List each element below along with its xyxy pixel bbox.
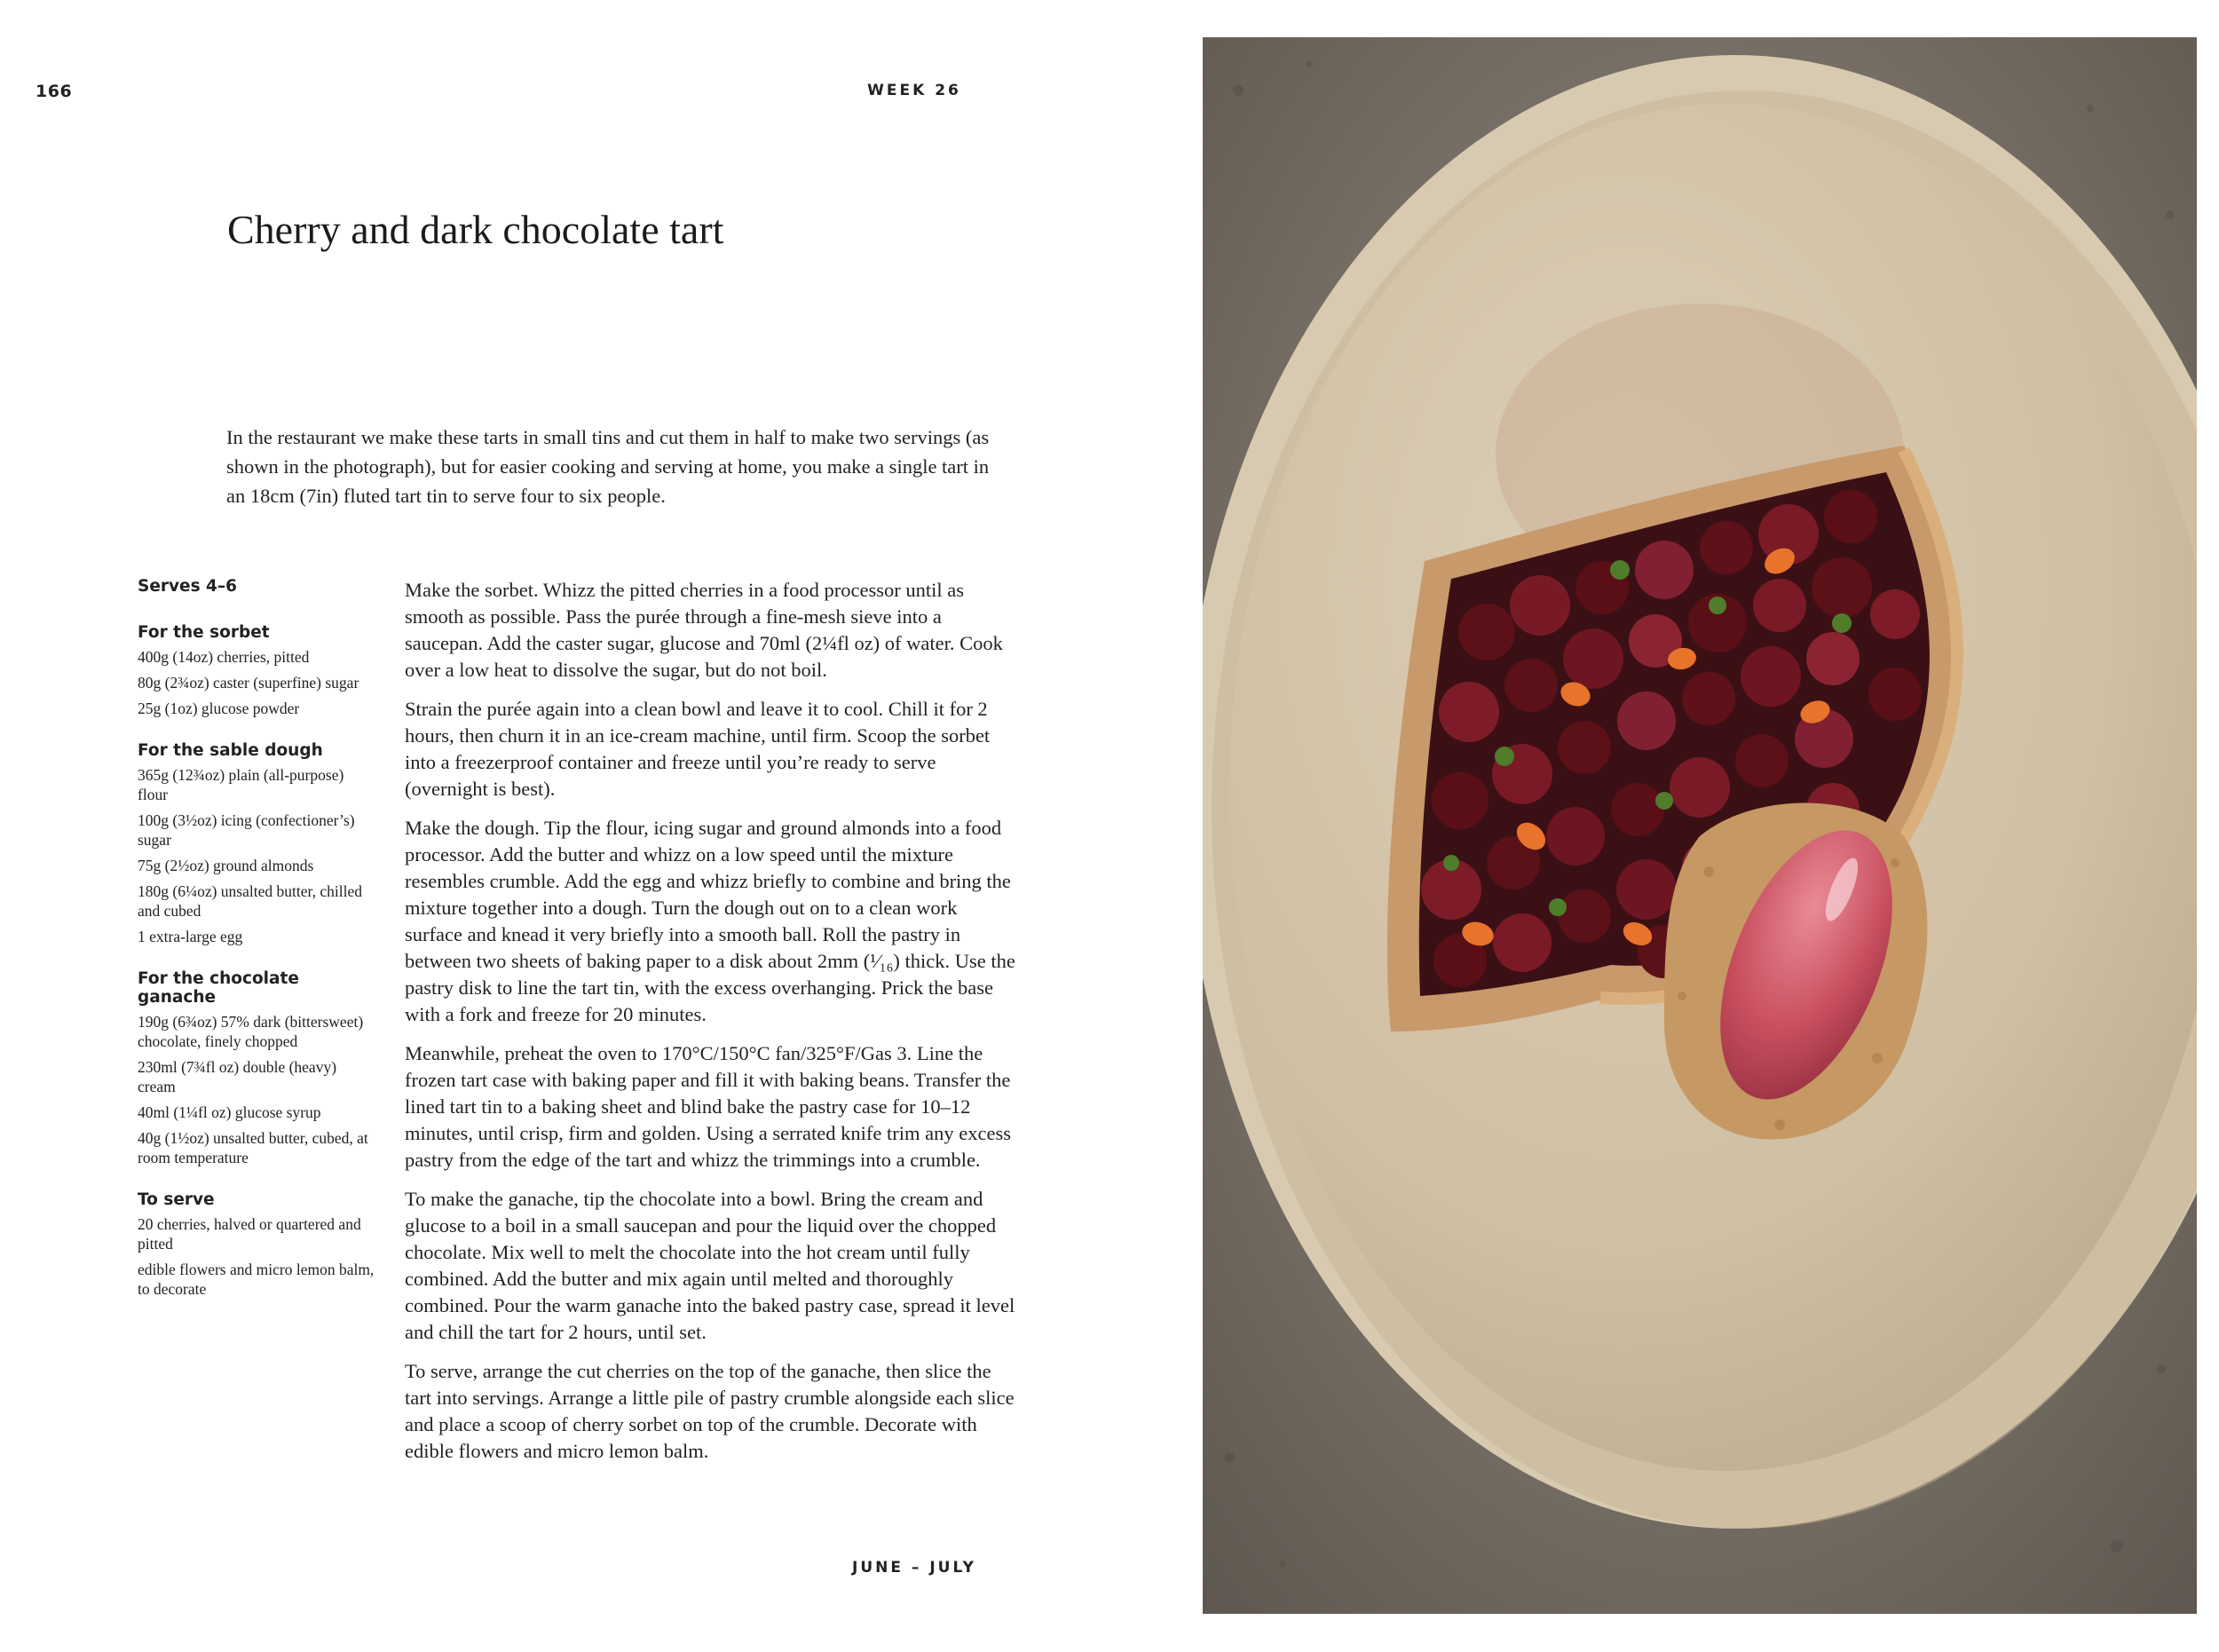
ingredient-item: 100g (3½oz) icing (confectioner’s) sugar [138,811,355,849]
running-head: WEEK 26 [867,82,961,99]
ingredient-item: edible flowers and micro lemon balm, to decorate [138,1261,375,1298]
ingredient-item: 365g (12¾oz) plain (all-purpose) flour [138,766,344,803]
method-step: To make the ganache, tip the chocolate into a bowl. Bring the cream and glucose to a boil in a small saucepan and pour the liquid over the chopped chocolate. Mix well to melt the chocolate into the hot cream until fully combined. Add the butter and mix again until melted and thoroughly combined. Pour the warm ganache into the baked pastry case, spread it level and chill the tart for 2 hours, until set. [405,1188,1015,1343]
ingredient-group-chocolate-ganache [138,969,375,1167]
ingredient-group-sorbet [138,623,375,718]
ingredient-item: 75g (2½oz) ground almonds [138,857,314,874]
method-step: Make the sorbet. Whizz the pitted cherries in a food processor until as smooth as possible. Pass the purée through a fine-mesh sieve into a saucepan. Add the caster sugar, glucose and 70ml (2¼fl oz) of water. Cook over a low heat to dissolve the sugar, but do not boil. [405,579,1003,681]
recipe-intro: In the restaurant we make these tarts in small tins and cut them in half to make two servings (as shown in the photograph), but for easier cooking and serving at home, you make a single tart in an 18cm (7in) fluted tart tin to serve four to six people. [226,426,990,507]
ingredient-item: 40g (1½oz) unsalted butter, cubed, at room temperature [138,1129,368,1166]
dessert-illustration [1203,37,2197,1614]
ingredient-group-to-serve [138,1190,375,1299]
ingredient-item: 230ml (7¾fl oz) double (heavy) cream [138,1058,337,1095]
method-step: Meanwhile, preheat the oven to 170°C/150°C fan/325°F/Gas 3. Line the frozen tart case with baking paper and fill it with baking beans. Transfer the lined tart tin to a baking sheet and blind bake the pastry case for 10–12 minutes, until crisp, firm and golden. Using a serrated knife trim any excess pastry from the edge of the tart and whizz the trimmings into a crumble. [405,1042,1011,1171]
recipe-title: Cherry and dark chocolate tart [227,207,724,252]
page-number: 166 [36,82,73,101]
ingredient-item: 400g (14oz) cherries, pitted [138,648,310,666]
method-column [405,577,1017,1477]
ingredient-list [138,765,375,946]
ingredient-group-heading: For the sable dough [138,741,323,760]
method-step: To serve, arrange the cut cherries on the top of the ganache, then slice the tart into servings. Arrange a little pile of pastry crumble alongside each slice and place a scoop of cherry sorbet on top of the crumble. Decorate with edible flowers and micro lemon balm. [405,1360,1015,1462]
ingredient-item: 1 extra-large egg [138,928,243,945]
ingredients-column [138,577,375,1322]
ingredient-list [138,1012,375,1167]
running-foot: JUNE – JULY [852,1559,976,1577]
ingredient-group-heading: To serve [138,1190,215,1209]
ingredient-item: 25g (1oz) glucose powder [138,700,300,717]
serves-label: Serves 4–6 [138,577,238,596]
ingredient-group-heading: For the sorbet [138,623,270,642]
ingredient-item: 20 cherries, halved or quartered and pitted [138,1215,361,1253]
ingredient-item: 190g (6¾oz) 57% dark (bittersweet) chocolate, finely chopped [138,1013,364,1050]
ingredient-item: 180g (6¼oz) unsalted butter, chilled and cubed [138,882,362,920]
ingredient-item: 80g (2¾oz) caster (superfine) sugar [138,674,359,692]
ingredient-group-sable-dough [138,741,375,946]
method-step: Strain the purée again into a clean bowl and leave it to cool. Chill it for 2 hours, then churn it in an ice-cream machine, until firm. Scoop the sorbet into a freezerproof container and freeze until you’re ready to serve (overnight is best). [405,698,991,800]
ingredient-item: 40ml (1¼fl oz) glucose syrup [138,1103,321,1121]
method-step: Make the dough. Tip the flour, icing sugar and ground almonds into a food processor. Add the butter and whizz on a low speed until the mixture resembles crumble. Add the egg and whizz briefly to combine and bring the mixture together into a dough. Turn the dough out on to a clean work surface and knead it very briefly into a smooth ball. Roll the pastry in between two sheets of baking paper to a disk about 2mm (¹⁄₁₆) thick. Use the pastry disk to line the tart tin, with the excess overhanging. Prick the base with a fork and freeze for 20 minutes. [405,817,1015,1025]
ingredient-list [138,1214,375,1299]
ingredient-group-heading: For the chocolate ganache [138,969,299,1007]
ingredient-list [138,647,375,718]
dessert-photo [1203,37,2197,1614]
